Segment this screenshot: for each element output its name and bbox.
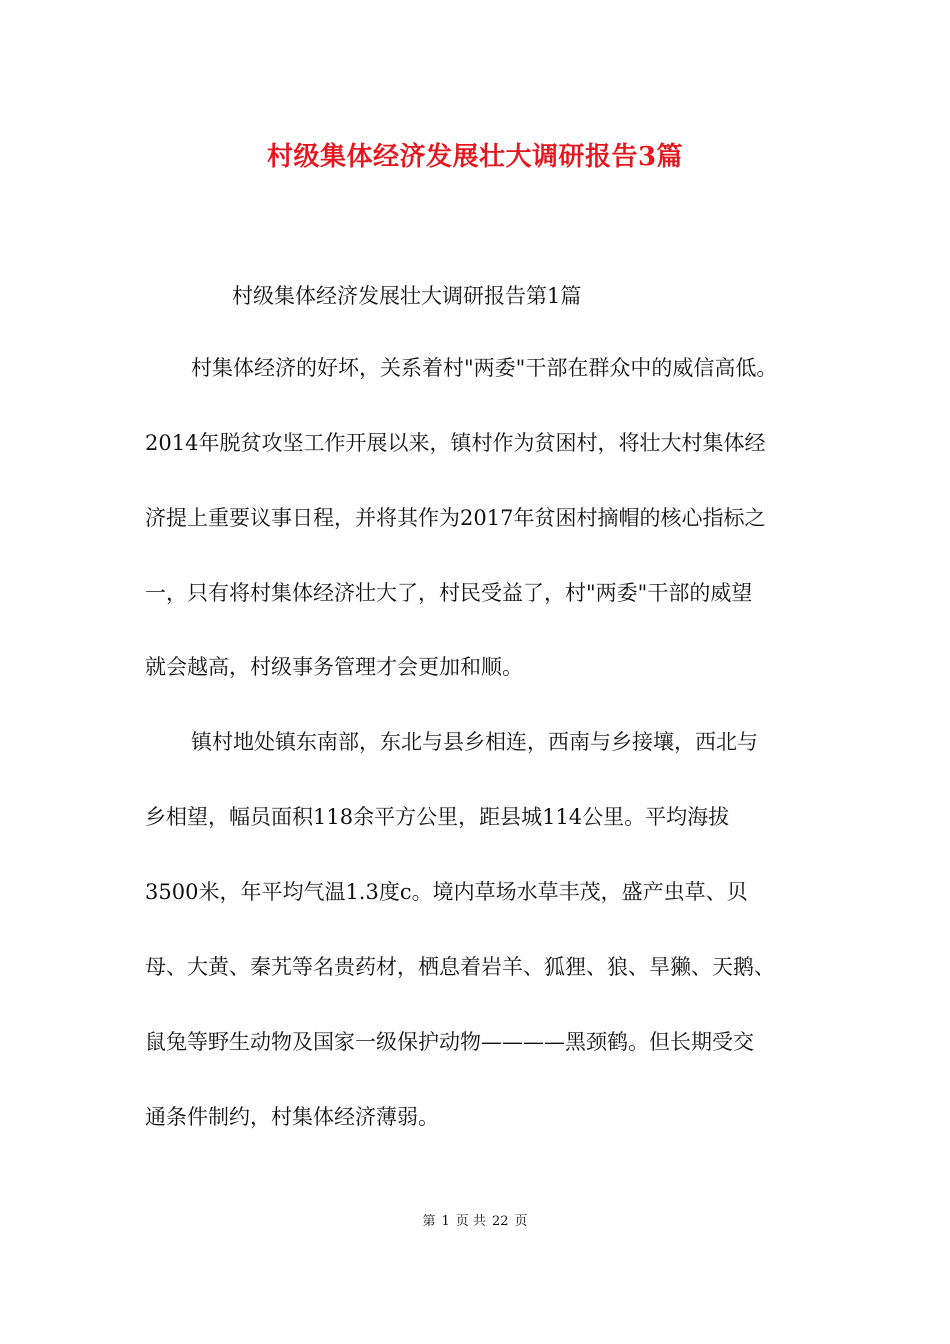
footer-suffix: 页	[514, 1214, 528, 1229]
paragraph-1-line-3: 济提上重要议事日程，并将其作为2017年贫困村摘帽的核心指标之	[145, 506, 766, 530]
footer-page-number: 1	[441, 1214, 450, 1229]
document-title: 村级集体经济发展壮大调研报告3篇	[266, 142, 684, 172]
footer-prefix: 第	[422, 1214, 436, 1229]
page-footer	[0, 1210, 950, 1229]
paragraph-2-line-1: 镇村地处镇东南部，东北与县乡相连，西南与乡接壤，西北与	[191, 730, 758, 754]
footer-mid: 页 共	[455, 1214, 486, 1229]
paragraph-2-line-6: 通条件制约，村集体经济薄弱。	[145, 1105, 439, 1129]
footer-total-pages: 22	[491, 1214, 509, 1229]
section-heading: 村级集体经济发展壮大调研报告第1篇	[232, 284, 582, 308]
paragraph-2-line-3: 3500米，年平均气温1.3度c。境内草场水草丰茂，盛产虫草、贝	[145, 880, 748, 904]
paragraph-2-line-4: 母、大黄、秦艽等名贵药材，栖息着岩羊、狐狸、狼、旱獭、天鹅、	[145, 955, 775, 979]
paragraph-2-line-2: 乡相望，幅员面积118余平方公里，距县城114公里。平均海拔	[145, 805, 730, 829]
paragraph-1-line-5: 就会越高，村级事务管理才会更加和顺。	[145, 655, 523, 679]
paragraph-2-line-5: 鼠兔等野生动物及国家一级保护动物————黑颈鹤。但长期受交	[145, 1030, 754, 1054]
paragraph-1-line-2: 2014年脱贫攻坚工作开展以来，镇村作为贫困村，将壮大村集体经	[145, 431, 766, 455]
paragraph-1-line-1: 村集体经济的好坏，关系着村"两委"干部在群众中的威信高低。	[191, 356, 778, 380]
paragraph-1-line-4: 一，只有将村集体经济壮大了，村民受益了，村"两委"干部的威望	[145, 581, 753, 605]
